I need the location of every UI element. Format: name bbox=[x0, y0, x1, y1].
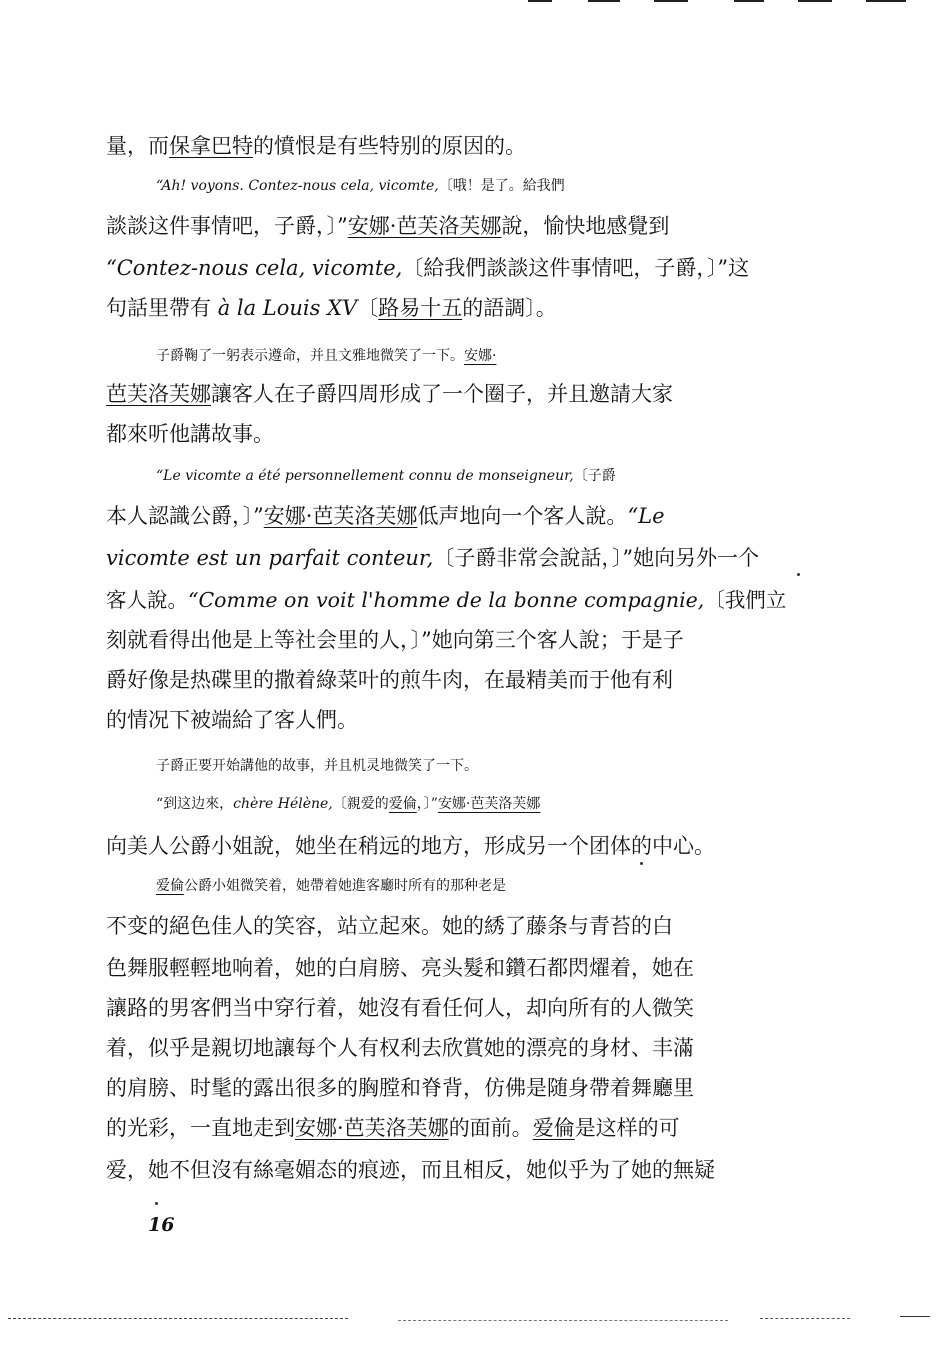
text-run: 〔子爵非常会說話，〕”她向另外一个 bbox=[433, 546, 760, 570]
text-line bbox=[106, 790, 836, 818]
text-run: 爱，她不但沒有絲毫媚态的痕迹，而且相反，她似乎为了她的無疑 bbox=[106, 1158, 715, 1182]
text-run: 〔親爱的 bbox=[332, 796, 389, 812]
text-line bbox=[106, 294, 786, 322]
text-line bbox=[106, 380, 786, 408]
proper-name: 路易十五 bbox=[378, 296, 463, 320]
scan-speck bbox=[640, 862, 643, 865]
text-line bbox=[106, 666, 786, 694]
foreign-phrase: “Contez-nous cela, vicomte, bbox=[106, 256, 403, 280]
foreign-phrase: chère Hélène, bbox=[233, 796, 333, 812]
top-rule bbox=[866, 0, 906, 2]
text-run: 爵好像是热碟里的撒着綠菜叶的煎牛肉，在最精美而于他有利 bbox=[106, 668, 673, 692]
text-run: 〔子爵 bbox=[573, 468, 616, 484]
text-run: 的光彩，一直地走到 bbox=[106, 1116, 295, 1140]
text-line bbox=[106, 626, 786, 654]
proper-name: 芭芙洛芙娜 bbox=[106, 382, 211, 406]
text-line bbox=[106, 1156, 786, 1184]
text-line bbox=[106, 832, 786, 860]
text-line bbox=[106, 420, 786, 448]
text-line bbox=[106, 752, 836, 780]
text-line bbox=[106, 954, 786, 982]
text-run: 子爵正要开始講他的故事，并且机灵地微笑了一下。 bbox=[156, 758, 478, 774]
top-rule bbox=[654, 0, 688, 2]
text-line bbox=[106, 342, 836, 370]
foreign-phrase: “Le vicomte a été personnellement connu de monseigneur, bbox=[156, 468, 574, 484]
text-run: 低声地向一个客人說。 bbox=[417, 504, 628, 528]
text-line bbox=[106, 254, 786, 282]
proper-name: 爱倫 bbox=[156, 878, 184, 894]
text-run: 的情况下被端給了客人們。 bbox=[106, 708, 358, 732]
text-line bbox=[106, 462, 836, 490]
text-line bbox=[106, 132, 786, 160]
text-run: 談談这件事情吧，子爵，〕” bbox=[106, 214, 348, 238]
text-run: 都來听他講故事。 bbox=[106, 422, 274, 446]
text-run: 向美人公爵小姐說，她坐在稍远的地方，形成另一个团体的中心。 bbox=[106, 834, 715, 858]
proper-name: 安娜· bbox=[464, 348, 497, 364]
text-run: 子爵鞠了一躬表示遵命，并且文雅地微笑了一下。 bbox=[156, 348, 464, 364]
bottom-edge bbox=[398, 1320, 728, 1322]
bottom-edge bbox=[760, 1318, 850, 1320]
page-number: 16 bbox=[148, 1214, 175, 1236]
text-run: 句話里帶有 bbox=[106, 296, 218, 320]
proper-name: 安娜·芭芙洛芙娜 bbox=[295, 1116, 449, 1140]
text-run: 的肩膀、时髦的露出很多的胸膛和脊背，仿佛是随身帶着舞廳里 bbox=[106, 1076, 694, 1100]
text-run: 讓客人在子爵四周形成了一个圈子，并且邀請大家 bbox=[211, 382, 673, 406]
bottom-edge bbox=[8, 1318, 348, 1320]
text-line bbox=[106, 172, 836, 200]
top-rule bbox=[528, 0, 552, 2]
text-run: 〔我們立 bbox=[704, 588, 786, 612]
foreign-phrase: “Ah! voyons. Contez-nous cela, vicomte, bbox=[156, 178, 439, 194]
text-line bbox=[106, 1034, 786, 1062]
text-run: 公爵小姐微笑着，她帶着她進客廳时所有的那种老是 bbox=[184, 878, 506, 894]
text-run: 色舞服輕輕地响着，她的白肩膀、亮头髮和鑽石都閃燿着，她在 bbox=[106, 956, 694, 980]
top-rule bbox=[734, 0, 764, 2]
foreign-phrase: “Comme on voit l'homme de la bonne compagnie, bbox=[188, 588, 705, 612]
text-line bbox=[106, 1114, 786, 1142]
text-run: “到这边來， bbox=[156, 796, 234, 812]
proper-name: 保拿巴特 bbox=[169, 134, 253, 158]
text-line bbox=[106, 544, 786, 572]
text-run: 是这样的可 bbox=[574, 1116, 680, 1140]
text-run: 本人認識公爵，〕” bbox=[106, 504, 264, 528]
text-line bbox=[106, 872, 836, 900]
text-run: 的面前。 bbox=[448, 1116, 533, 1140]
text-line bbox=[106, 912, 786, 940]
text-run: 的語調〕。 bbox=[462, 296, 557, 320]
text-run: 客人說。 bbox=[106, 588, 188, 612]
text-run: ，〕” bbox=[416, 796, 438, 812]
text-line bbox=[106, 502, 786, 530]
top-rule bbox=[588, 0, 620, 2]
foreign-phrase: à la Louis XV bbox=[217, 296, 358, 320]
foreign-phrase: “Le bbox=[627, 504, 665, 528]
top-rule bbox=[798, 0, 832, 2]
proper-name: 爱倫 bbox=[532, 1116, 575, 1140]
scan-speck bbox=[155, 1202, 158, 1205]
text-run: 〔哦！是了。給我們 bbox=[438, 178, 565, 194]
text-run: 着，似乎是親切地讓每个人有权利去欣賞她的漂亮的身材、丰滿 bbox=[106, 1036, 694, 1060]
text-line bbox=[106, 586, 786, 614]
proper-name: 安娜·芭芙洛芙娜 bbox=[263, 504, 418, 528]
text-run: 讓路的男客們当中穿行着，她沒有看任何人，却向所有的人微笑 bbox=[106, 996, 694, 1020]
proper-name: 爱倫 bbox=[388, 796, 417, 812]
proper-name: 安娜·芭芙洛芙娜 bbox=[347, 214, 502, 238]
text-run: 不变的絕色佳人的笑容，站立起來。她的綉了藤条与青苔的白 bbox=[106, 914, 673, 938]
proper-name: 安娜·芭芙洛芙娜 bbox=[437, 796, 541, 812]
text-run: 說，愉快地感覺到 bbox=[501, 214, 670, 238]
text-line bbox=[106, 212, 786, 240]
text-line bbox=[106, 706, 786, 734]
foreign-phrase: vicomte est un parfait conteur, bbox=[106, 546, 434, 570]
bottom-edge bbox=[900, 1316, 930, 1317]
text-line bbox=[106, 1074, 786, 1102]
text-run: 的憤恨是有些特别的原因的。 bbox=[253, 134, 526, 158]
text-run: 量，而 bbox=[106, 134, 169, 158]
text-run: 〔給我們談談这件事情吧，子爵，〕”这 bbox=[402, 256, 750, 280]
text-run: 〔 bbox=[357, 296, 379, 320]
scan-speck bbox=[797, 573, 800, 576]
text-line bbox=[106, 994, 786, 1022]
text-run: 刻就看得出他是上等社会里的人，〕”她向第三个客人說；于是子 bbox=[106, 628, 684, 652]
